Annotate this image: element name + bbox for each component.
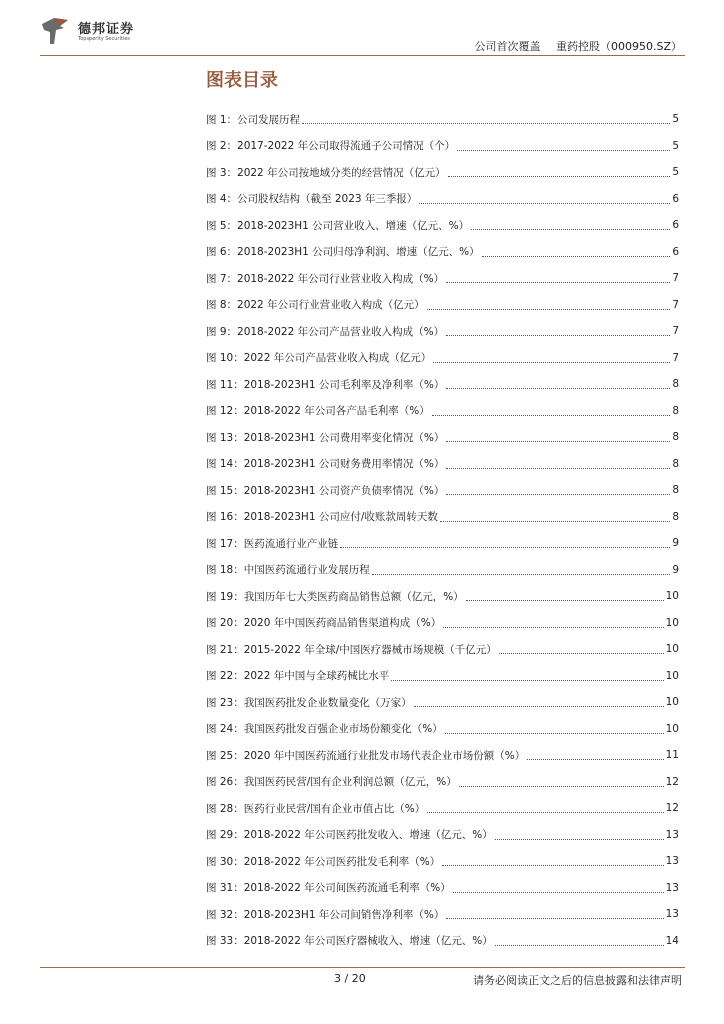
toc-entry-label: 图 18：中国医药流通行业发展历程 [206, 564, 370, 577]
toc-leader-dots [446, 467, 670, 469]
toc-entry-page: 8 [672, 431, 679, 444]
toc-entry-label: 图 8：2022 年公司行业营业收入构成（亿元） [206, 299, 425, 312]
toc-leader-dots [302, 122, 670, 124]
toc-entry-page: 5 [672, 166, 679, 179]
toc-leader-dots [432, 414, 671, 416]
toc-leader-dots [471, 228, 670, 230]
toc-leader-dots [414, 705, 664, 707]
toc-entry-page: 8 [672, 457, 679, 470]
toc-entry-label: 图 28：医药行业民营/国有企业市值占比（%） [206, 802, 426, 815]
toc-leader-dots [453, 891, 664, 893]
toc-leader-dots [445, 732, 664, 734]
toc-title: 图表目录 [206, 70, 278, 91]
toc-entry-page: 9 [672, 537, 679, 550]
toc-entry[interactable] [206, 133, 679, 160]
toc-entry[interactable] [206, 822, 679, 849]
toc-entry-page: 10 [665, 696, 679, 709]
toc-entry[interactable] [206, 424, 679, 451]
toc-entry-page: 14 [665, 934, 679, 947]
toc-entry-label: 图 4：公司股权结构（截至 2023 年三季报） [206, 193, 418, 206]
toc-entry-label: 图 14：2018-2023H1 公司财务费用率情况（%） [206, 458, 445, 471]
toc-entry-page: 5 [672, 113, 679, 126]
toc-leader-dots [446, 334, 670, 336]
toc-entry[interactable] [206, 928, 679, 955]
header-divider [40, 55, 685, 56]
toc-entry[interactable] [206, 451, 679, 478]
toc-entry[interactable] [206, 186, 679, 213]
toc-leader-dots [419, 202, 670, 204]
toc-leader-dots [466, 599, 664, 601]
toc-entry[interactable] [206, 610, 679, 637]
toc-entry-page: 10 [665, 669, 679, 682]
toc-entry-label: 图 32：2018-2023H1 年公司间销售净利率（%） [206, 908, 445, 921]
toc-entry-label: 图 26：我国医药民营/国有企业利润总额（亿元，%） [206, 776, 457, 789]
toc-entry-page: 10 [665, 643, 679, 656]
toc-entry[interactable] [206, 530, 679, 557]
toc-leader-dots [442, 864, 663, 866]
logo-mark-icon [38, 14, 72, 48]
company-name: 重药控股（000950.SZ） [555, 40, 682, 53]
toc-entry-label: 图 33：2018-2022 年公司医疗器械收入、增速（亿元、%） [206, 935, 493, 948]
toc-entry[interactable] [206, 848, 679, 875]
toc-entry-label: 图 7：2018-2022 年公司行业营业收入构成（%） [206, 272, 445, 285]
toc-entry-page: 6 [672, 219, 679, 232]
toc-entry[interactable] [206, 239, 679, 266]
toc-entry[interactable] [206, 106, 679, 133]
toc-leader-dots [446, 281, 670, 283]
toc-entry-label: 图 11：2018-2023H1 公司毛利率及净利率（%） [206, 378, 445, 391]
toc-entry-label: 图 21：2015-2022 年全球/中国医疗器械市场规模（千亿元） [206, 643, 497, 656]
toc-entry-label: 图 10：2022 年公司产品营业收入构成（亿元） [206, 352, 432, 365]
toc-entry-page: 6 [672, 192, 679, 205]
toc-entry-label: 图 25：2020 年中国医药流通行业批发市场代表企业市场份额（%） [206, 749, 526, 762]
toc-entry-page: 13 [665, 828, 679, 841]
toc-entry[interactable] [206, 583, 679, 610]
toc-leader-dots [495, 838, 664, 840]
toc-entry-label: 图 19：我国历年七大类医药商品销售总额（亿元，%） [206, 590, 464, 603]
toc-entry-label: 图 12：2018-2022 年公司各产品毛利率（%） [206, 405, 430, 418]
toc-entry-page: 10 [665, 616, 679, 629]
toc-leader-dots [446, 917, 663, 919]
toc-entry[interactable] [206, 769, 679, 796]
toc-entry-page: 7 [672, 325, 679, 338]
page-number: 3 / 20 [334, 972, 366, 985]
toc-entry[interactable] [206, 795, 679, 822]
toc-entry[interactable] [206, 345, 679, 372]
toc-entry-label: 图 24：我国医药批发百强企业市场份额变化（%） [206, 723, 443, 736]
toc-entry[interactable] [206, 265, 679, 292]
logo-english-name: Topsperity Securities [78, 36, 130, 42]
toc-entry-page: 13 [665, 855, 679, 868]
toc-leader-dots [372, 573, 671, 575]
toc-entry-label: 图 15：2018-2023H1 公司资产负债率情况（%） [206, 484, 445, 497]
toc-entry-page: 13 [665, 908, 679, 921]
toc-leader-dots [446, 493, 670, 495]
toc-leader-dots [427, 811, 663, 813]
toc-leader-dots [527, 758, 663, 760]
company-logo [38, 14, 148, 48]
toc-leader-dots [446, 387, 670, 389]
toc-entry-page: 8 [672, 510, 679, 523]
toc-entry-page: 12 [665, 802, 679, 815]
toc-leader-dots [391, 679, 663, 681]
toc-entry-label: 图 6：2018-2023H1 公司归母净利润、增速（亿元、%） [206, 246, 480, 259]
toc-entry-label: 图 31：2018-2022 年公司间医药流通毛利率（%） [206, 882, 451, 895]
toc-leader-dots [448, 175, 671, 177]
toc-leader-dots [482, 255, 671, 257]
toc-entry-label: 图 22：2022 年中国与全球药械比水平 [206, 670, 390, 683]
toc-entry-page: 7 [672, 351, 679, 364]
toc-entry[interactable] [206, 159, 679, 186]
toc-entry[interactable] [206, 371, 679, 398]
toc-entry-page: 8 [672, 404, 679, 417]
toc-leader-dots [499, 652, 664, 654]
toc-list [206, 106, 679, 954]
toc-entry-label: 图 13：2018-2023H1 公司费用率变化情况（%） [206, 431, 445, 444]
toc-entry-label: 图 16：2018-2023H1 公司应付/收账款周转天数 [206, 511, 438, 524]
toc-leader-dots [495, 944, 664, 946]
toc-entry-page: 6 [672, 245, 679, 258]
toc-entry[interactable] [206, 716, 679, 743]
toc-entry-label: 图 29：2018-2022 年公司医药批发收入、增速（亿元、%） [206, 829, 493, 842]
toc-entry-label: 图 23：我国医药批发企业数量变化（万家） [206, 696, 412, 709]
toc-entry[interactable] [206, 663, 679, 690]
toc-entry-label: 图 2：2017-2022 年公司取得流通子公司情况（个） [206, 140, 456, 153]
logo-chinese-name: 德邦证券 [78, 22, 135, 37]
toc-entry-label: 图 9：2018-2022 年公司产品营业收入构成（%） [206, 325, 445, 338]
toc-entry-label: 图 1：公司发展历程 [206, 113, 301, 126]
toc-leader-dots [443, 626, 663, 628]
toc-entry[interactable] [206, 477, 679, 504]
toc-entry-page: 7 [672, 298, 679, 311]
toc-entry[interactable] [206, 318, 679, 345]
toc-entry-page: 13 [665, 881, 679, 894]
header-info [462, 38, 682, 54]
toc-entry-page: 10 [665, 590, 679, 603]
toc-entry[interactable] [206, 292, 679, 319]
toc-leader-dots [433, 361, 670, 363]
toc-leader-dots [459, 785, 664, 787]
doc-type: 公司首次覆盖 [474, 40, 541, 53]
toc-entry[interactable] [206, 504, 679, 531]
toc-entry[interactable] [206, 398, 679, 425]
toc-entry-page: 12 [665, 775, 679, 788]
toc-entry-page: 7 [672, 272, 679, 285]
toc-entry[interactable] [206, 689, 679, 716]
toc-entry-label: 图 17：医药流通行业产业链 [206, 537, 339, 550]
toc-entry-page: 5 [672, 139, 679, 152]
toc-entry-label: 图 5：2018-2023H1 公司营业收入、增速（亿元、%） [206, 219, 470, 232]
toc-entry-label: 图 20：2020 年中国医药商品销售渠道构成（%） [206, 617, 442, 630]
toc-entry[interactable] [206, 875, 679, 902]
toc-entry[interactable] [206, 212, 679, 239]
toc-entry-page: 8 [672, 484, 679, 497]
toc-entry[interactable] [206, 557, 679, 584]
toc-entry[interactable] [206, 636, 679, 663]
footer-divider [40, 967, 685, 968]
toc-entry[interactable] [206, 901, 679, 928]
toc-leader-dots [457, 149, 670, 151]
footer-disclaimer: 请务必阅读正文之后的信息披露和法律声明 [473, 974, 682, 987]
toc-leader-dots [446, 440, 670, 442]
toc-leader-dots [340, 546, 670, 548]
toc-entry-page: 11 [665, 749, 679, 762]
toc-entry-page: 8 [672, 378, 679, 391]
toc-entry-page: 9 [672, 563, 679, 576]
toc-leader-dots [440, 520, 670, 522]
toc-entry-label: 图 30：2018-2022 年公司医药批发毛利率（%） [206, 855, 441, 868]
toc-entry-page: 10 [665, 722, 679, 735]
toc-entry-label: 图 3：2022 年公司按地域分类的经营情况（亿元） [206, 166, 446, 179]
toc-entry[interactable] [206, 742, 679, 769]
toc-leader-dots [427, 308, 671, 310]
page-header [0, 0, 724, 58]
